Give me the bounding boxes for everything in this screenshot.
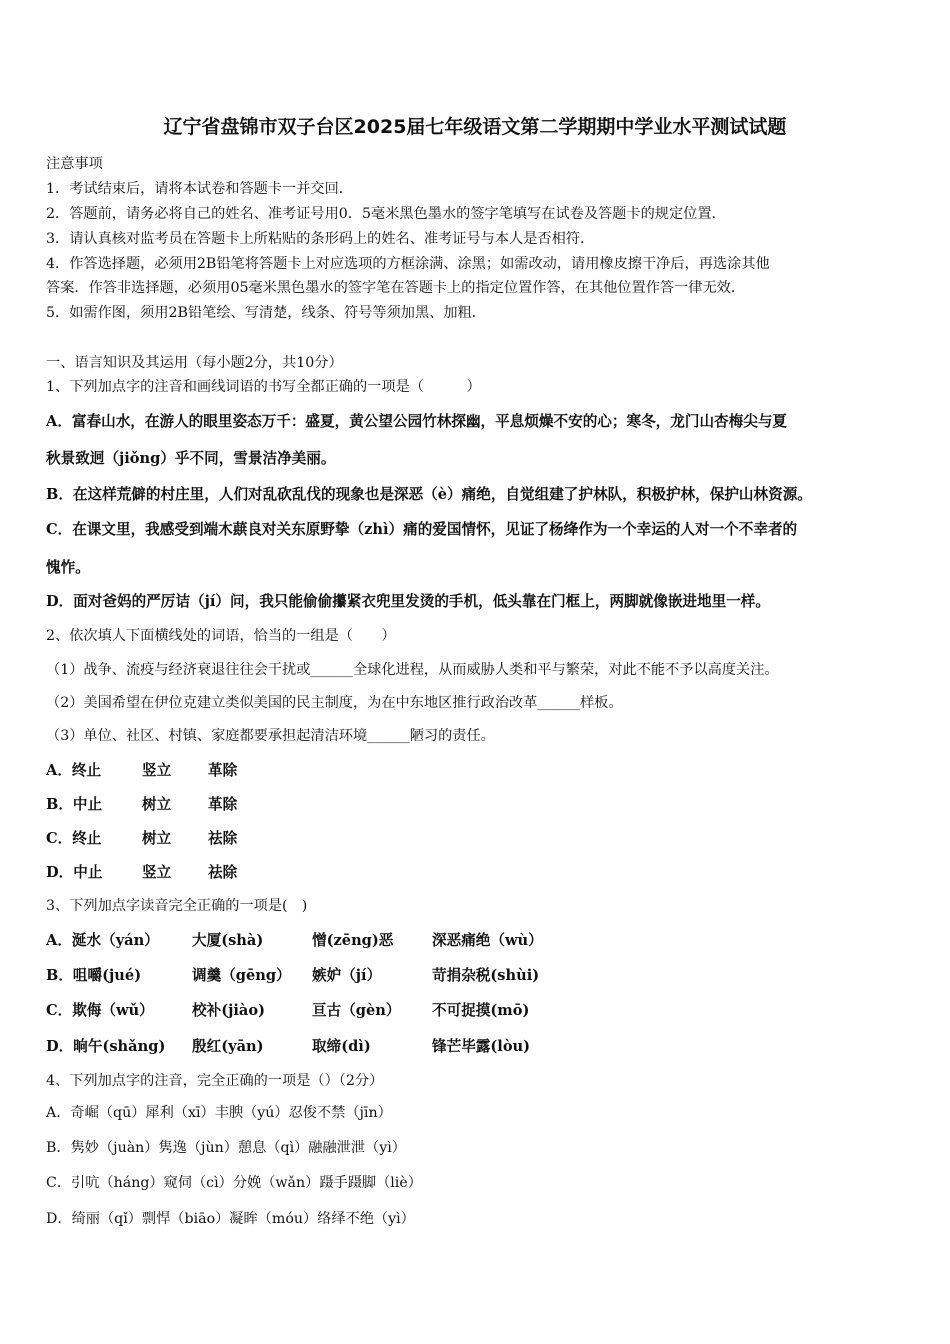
notice-item: 4．作答选择题，必须用2B铅笔将答题卡上对应选项的方框涂满、涂黑；如需改动，请用橡皮擦干净后，再选涂其他 — [46, 256, 770, 272]
question-4-option: C．引吭（háng）窥伺（cì）分娩（wǎn）蹑手蹑脚（liè） — [46, 1175, 422, 1191]
option-word: B．咀嚼(jué) — [46, 967, 142, 984]
question-2-option — [46, 759, 237, 780]
notice-item: 5．如需作图，须用2B铅笔绘、写清楚，线条、符号等须加黑、加粗． — [46, 305, 486, 321]
option-word: 校补(jiào) — [192, 1002, 266, 1019]
question-1-option-d: D．面对爸妈的严厉诘（jí）问，我只能偷偷攥紧衣兜里发烫的手机，低头靠在门框上，两脚就像嵌进地里一样。 — [46, 593, 770, 610]
question-4-option: D．绮丽（qǐ）剽悍（biāo）凝眸（móu）络绎不绝（yì） — [46, 1211, 415, 1227]
notice-item: 2．答题前，请务必将自己的姓名、准考证号用0．5毫米黑色墨水的签字笔填写在试卷及答题卡的规定位置． — [46, 206, 726, 222]
option-word: 锋芒毕露(lòu) — [432, 1038, 531, 1055]
question-2-sentence: （3）单位、社区、村镇、家庭都要承担起清洁环境______陋习的责任。 — [46, 728, 495, 744]
option-word: 祛除 — [208, 830, 238, 847]
option-word: 大厦(shà) — [192, 932, 264, 949]
question-2-option — [46, 827, 237, 848]
question-1-option-a: A．富春山水，在游人的眼里姿态万千：盛夏，黄公望公园竹林探幽，平息烦燥不安的心；寒冬，龙门山杏梅尖与夏 — [46, 413, 788, 430]
question-4-stem: 4、下列加点字的注音，完全正确的一项是（）（2分） — [46, 1073, 384, 1089]
notice-item: 1．考试结束后，请将本试卷和答题卡一并交回． — [46, 181, 353, 197]
option-word: 憎(zēng)恶 — [312, 932, 394, 949]
question-1-option-b: B．在这样荒僻的村庄里，人们对乱砍乱伐的现象也是深恶（è）痛绝，自觉组建了护林队，积极护林，保护山林资源。 — [46, 486, 812, 503]
question-3-option — [46, 999, 529, 1020]
question-1-stem: 1、下列加点字的注音和画线词语的书写全都正确的一项是（ ） — [46, 379, 481, 395]
option-word: 革除 — [208, 762, 238, 779]
option-word: 祛除 — [208, 864, 238, 881]
question-2-sentence: （2）美国希望在伊位克建立类似美国的民主制度，为在中东地区推行政治改革______样板。 — [46, 695, 623, 711]
question-2-option — [46, 861, 237, 882]
question-2-stem: 2、依次填人下面横线处的词语，恰当的一组是（ ） — [46, 628, 396, 644]
question-3-option — [46, 929, 543, 950]
question-3-option — [46, 1035, 530, 1056]
question-3-stem: 3、下列加点字读音完全正确的一项是( ) — [46, 898, 308, 914]
option-word: 亘古（gèn） — [312, 1002, 401, 1019]
question-4-option: B．隽妙（juàn）隽逸（jùn）憩息（qì）融融泄泄（yì） — [46, 1140, 406, 1156]
option-word: 革除 — [208, 796, 238, 813]
notice-item: 答案．作答非选择题，必须用05毫米黑色墨水的签字笔在答题卡上的指定位置作答，在其他位置作答一律无效． — [46, 280, 746, 296]
option-word: 殷红(yān) — [192, 1038, 264, 1055]
option-word: 竖立 — [142, 864, 172, 881]
question-2-option — [46, 793, 237, 814]
option-word: 不可捉摸(mō) — [432, 1002, 530, 1019]
question-1-option-a-cont: 秋景致迥（jiǒng）乎不同，雪景洁净美丽。 — [46, 450, 336, 467]
option-word: 取缔(dì) — [312, 1038, 371, 1055]
option-word: B．中止 — [46, 796, 103, 813]
question-1-option-c: C．在课文里，我感受到端木蕻良对关东原野挚（zhì）痛的爱国情怀，见证了杨绛作为一个幸运的人对一个不幸者的 — [46, 521, 798, 538]
option-word: 竖立 — [142, 762, 172, 779]
question-3-option — [46, 964, 539, 985]
option-word: C．欺侮（wǔ） — [46, 1002, 154, 1019]
option-word: 树立 — [142, 796, 172, 813]
section-heading: 一、语言知识及其运用（每小题2分，共10分） — [46, 355, 343, 371]
question-2-sentence: （1）战争、流疫与经济衰退往往会干扰或______全球化进程，从而威胁人类和平与繁荣，对此不能不予以高度关注。 — [46, 662, 779, 678]
option-word: D．晌午(shǎng) — [46, 1038, 166, 1055]
option-word: 调羹（gēng） — [192, 967, 291, 984]
option-word: D．中止 — [46, 864, 103, 881]
option-word: 树立 — [142, 830, 172, 847]
option-word: 苛捐杂税(shùi) — [432, 967, 540, 984]
option-word: 嫉妒（jí） — [312, 967, 382, 984]
option-word: 深恶痛绝（wù） — [432, 932, 543, 949]
page-title: 辽宁省盘锦市双子台区2025届七年级语文第二学期期中学业水平测试试题 — [163, 116, 787, 138]
option-word: A．终止 — [46, 762, 102, 779]
option-word: A．涎水（yán） — [46, 932, 159, 949]
notice-heading: 注意事项 — [46, 156, 103, 172]
option-word: C．终止 — [46, 830, 102, 847]
question-4-option: A．奇崛（qū）犀利（xī）丰腴（yú）忍俊不禁（jīn） — [46, 1105, 392, 1121]
question-1-option-c-cont: 愧怍。 — [46, 559, 90, 576]
notice-item: 3．请认真核对监考员在答题卡上所粘贴的条形码上的姓名、准考证号与本人是否相符． — [46, 231, 595, 247]
